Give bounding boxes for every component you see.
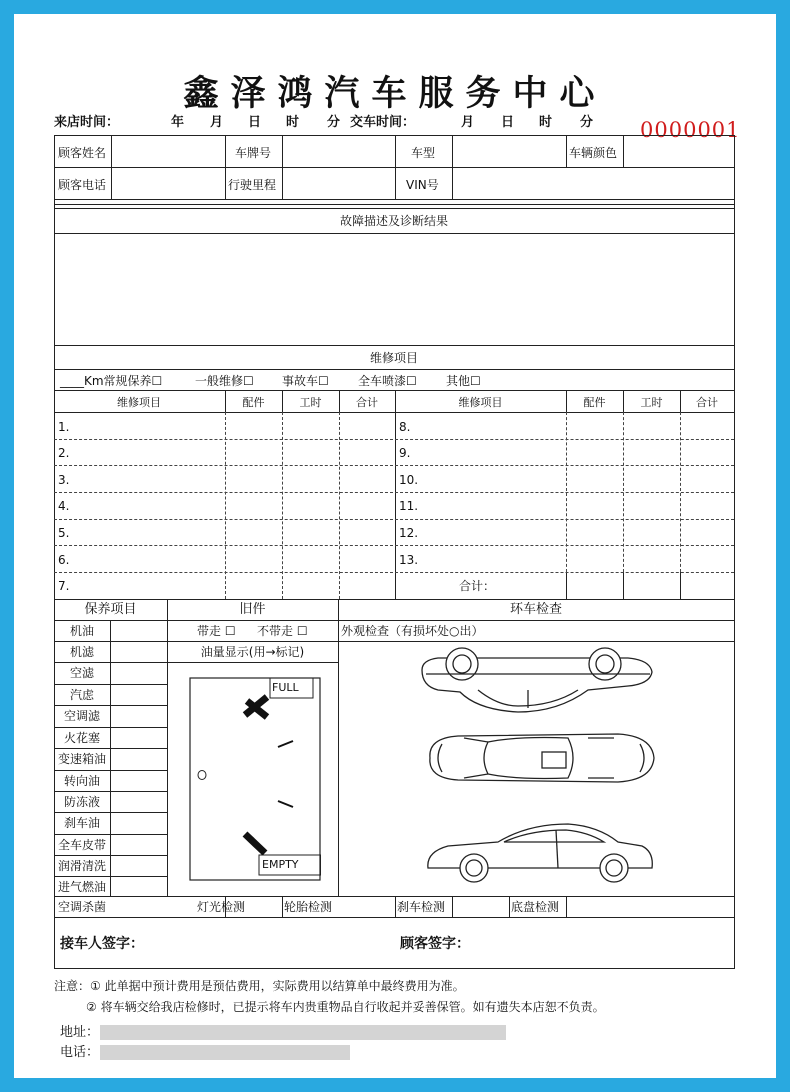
repair-row-7: 7. (58, 579, 70, 593)
deliver-minute-unit: 分 (580, 115, 594, 130)
repair-option-other: 其他☐ (446, 374, 481, 388)
maintenance-heading: 保养项目 (84, 602, 137, 617)
repair-option-accident: 事故车☐ (282, 374, 329, 388)
arrive-minute-unit: 分 (327, 115, 341, 130)
repair-row-9: 9. (399, 446, 411, 460)
deliver-month-unit: 月 (461, 115, 475, 130)
not-take-checkbox[interactable]: 不带走 ☐ (257, 624, 308, 638)
arrive-hour-unit: 时 (286, 115, 300, 130)
form-title: 鑫泽鸿汽车服务中心 (183, 73, 607, 114)
repair-heading: 维修项目 (369, 351, 418, 365)
brake-check-label: 刹车检测 (397, 900, 446, 914)
repair-col-parts-right: 配件 (583, 396, 606, 409)
serial-number: 0000001 (640, 118, 741, 142)
repair-total-label: 合计： (459, 579, 496, 593)
deliver-hour-unit: 时 (539, 115, 553, 130)
car-side-view-icon (428, 824, 652, 882)
repair-row-5: 5. (58, 526, 70, 540)
maint-item-transmission-oil: 变速箱油 (57, 752, 106, 766)
repair-col-parts-left: 配件 (242, 396, 265, 409)
repair-col-total-right: 合计 (696, 396, 718, 409)
car-check-heading: 环车检查 (509, 602, 562, 617)
repair-row-10: 10. (399, 473, 419, 487)
repair-row-6: 6. (58, 553, 70, 567)
phone-label: 电话： (60, 1045, 100, 1060)
repair-row-8: 8. (399, 420, 411, 434)
arrive-year-unit: 年 (171, 115, 185, 130)
fuel-gauge-icon (189, 677, 321, 883)
repair-option-paint: 全车喷漆☐ (358, 374, 417, 388)
tire-check-label: 轮胎检测 (284, 900, 333, 914)
maint-item-spark-plug: 火花塞 (63, 731, 100, 745)
mileage-label: 行驶里程 (228, 178, 277, 192)
repair-option-routine: ____Km常规保养☐ (60, 374, 163, 388)
maint-item-antifreeze: 防冻液 (63, 795, 100, 809)
repair-row-11: 11. (399, 499, 419, 513)
fuel-empty-label: EMPTY (262, 858, 299, 871)
color-label: 车辆颜色 (569, 146, 618, 160)
maint-item-fuel-filter: 汽虑 (69, 688, 94, 702)
maint-item-air-filter: 空滤 (69, 666, 94, 680)
maint-item-oil: 机油 (69, 624, 94, 638)
repair-col-hours-left: 工时 (299, 396, 322, 409)
old-parts-heading: 旧件 (239, 602, 266, 617)
maint-item-intake-fuel: 进气燃油 (57, 880, 106, 894)
receiver-signature-label: 接车人签字： (60, 936, 144, 952)
repair-row-12: 12. (399, 526, 419, 540)
car-side-inverted-icon (422, 648, 652, 712)
customer-signature-label: 顾客签字： (400, 936, 470, 952)
fuel-full-label: FULL (272, 681, 299, 694)
customer-name-label: 顾客姓名 (58, 146, 107, 160)
form-sheet (14, 14, 776, 1078)
car-diagram-icon[interactable] (418, 646, 658, 886)
deliver-day-unit: 日 (501, 115, 515, 130)
arrive-month-unit: 月 (210, 115, 224, 130)
maint-item-belts: 全车皮带 (57, 838, 106, 852)
repair-row-3: 3. (58, 473, 70, 487)
maint-item-steering-oil: 转向油 (63, 774, 100, 788)
maint-item-ac-sterilize: 空调杀菌 (57, 900, 106, 914)
vin-label: VIN号 (406, 178, 439, 192)
customer-phone-label: 顾客电话 (58, 178, 107, 192)
repair-row-1: 1. (58, 420, 70, 434)
plate-label: 车牌号 (235, 146, 272, 160)
repair-col-total-left: 合计 (356, 396, 378, 409)
fault-heading: 故障描述及诊断结果 (339, 214, 448, 228)
repair-col-item-left: 维修项目 (117, 396, 161, 409)
address-label: 地址： (60, 1025, 100, 1040)
address-redacted (100, 1025, 506, 1040)
arrive-time-label: 来店时间： (54, 115, 120, 130)
note-line-2: ② 将车辆交给我店检修时，已提示将车内贵重物品自行收起并妥善保管。如有遗失本店恕不负责。 (86, 1000, 605, 1014)
note-line-1: 注意：① 此单据中预计费用是预估费用，实际费用以结算单中最终费用为准。 (54, 979, 465, 993)
repair-row-13: 13. (399, 553, 419, 567)
chassis-check-label: 底盘检测 (511, 900, 560, 914)
arrive-day-unit: 日 (248, 115, 262, 130)
model-label: 车型 (411, 146, 436, 160)
maint-item-ac-filter: 空调滤 (63, 709, 100, 723)
maint-item-brake-fluid: 刹车油 (63, 816, 100, 830)
repair-col-item-right: 维修项目 (458, 396, 503, 409)
phone-redacted (100, 1045, 350, 1060)
repair-row-4: 4. (58, 499, 70, 513)
repair-option-general: 一般维修☐ (195, 374, 254, 388)
maint-item-lube-clean: 润滑清洗 (57, 859, 106, 873)
fuel-gauge-label: 油量显示(用→标记) (200, 645, 305, 659)
repair-col-hours-right: 工时 (640, 396, 663, 409)
light-check-label: 灯光检测 (197, 900, 246, 914)
maint-item-oil-filter: 机滤 (69, 645, 94, 659)
car-top-view-icon (430, 734, 654, 782)
exterior-check-label: 外观检查（有损坏处○出） (341, 624, 484, 638)
deliver-time-label: 交车时间： (350, 115, 416, 130)
take-away-checkbox[interactable]: 带走 ☐ (197, 624, 236, 638)
repair-row-2: 2. (58, 446, 70, 460)
